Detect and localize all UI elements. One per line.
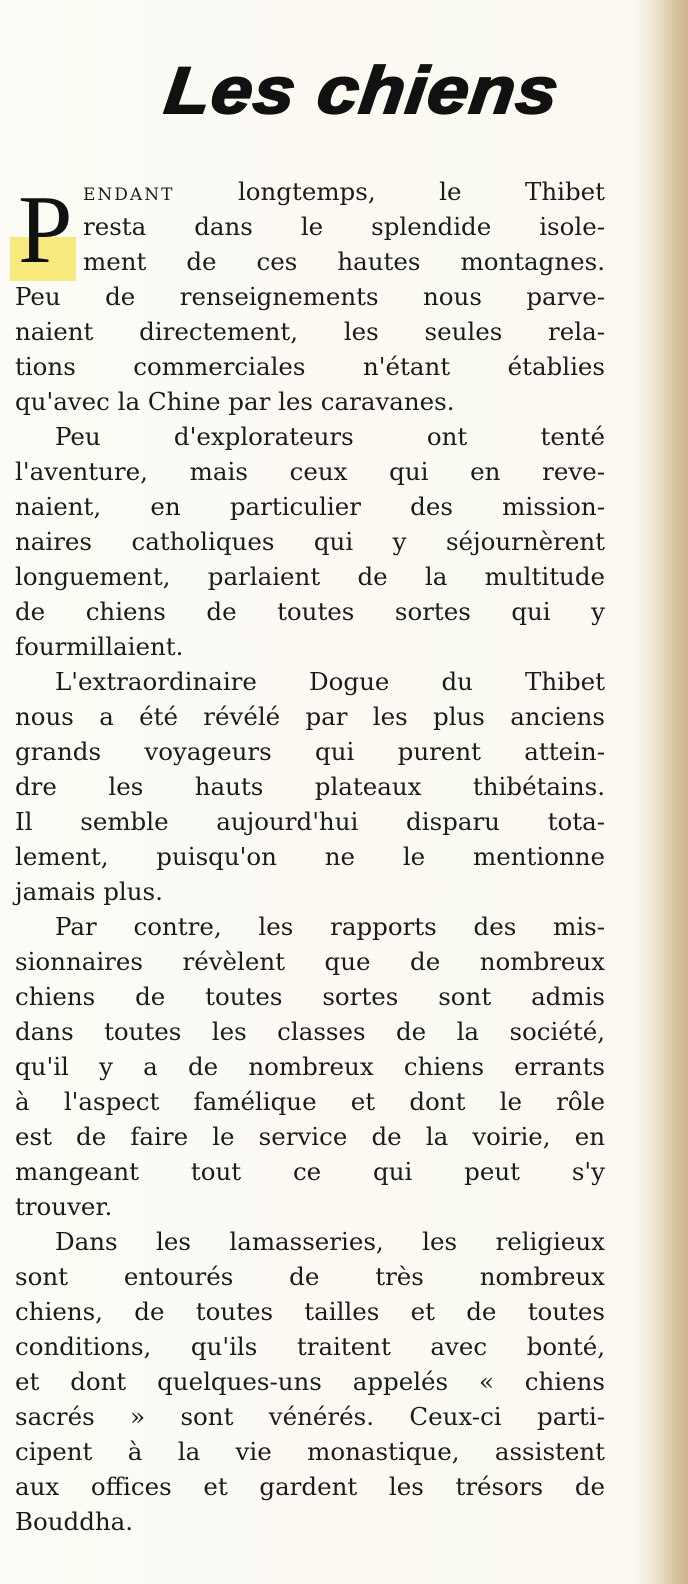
- article-title: Les chiens: [161, 53, 564, 127]
- text-line: Peu d'explorateurs ont tenté: [55, 422, 605, 451]
- text-line: grands voyageurs qui purent attein-: [15, 737, 605, 766]
- text-line: Il semble aujourd'hui disparu tota-: [15, 807, 605, 836]
- text-line: naient directement, les seules rela-: [15, 317, 605, 346]
- line-text: longtemps, le Thibet: [237, 177, 605, 206]
- text-line: dans toutes les classes de la société,: [15, 1017, 605, 1046]
- text-line: de chiens de toutes sortes qui y: [15, 597, 605, 626]
- text-line: nous a été révélé par les plus anciens: [15, 702, 605, 731]
- text-line: sacrés » sont vénérés. Ceux-ci parti-: [15, 1402, 605, 1431]
- text-line: naires catholiques qui y séjournèrent: [15, 527, 605, 556]
- text-line: trouver.: [15, 1192, 113, 1221]
- text-line: Bouddha.: [15, 1507, 134, 1536]
- text-line: à l'aspect famélique et dont le rôle: [15, 1087, 605, 1116]
- text-line: naient, en particulier des mission-: [15, 492, 605, 521]
- text-line: tions commerciales n'étant établies: [15, 352, 605, 381]
- text-line: chiens, de toutes tailles et de toutes: [15, 1297, 605, 1326]
- text-line: aux offices et gardent les trésors de: [15, 1472, 605, 1501]
- text-line: qu'il y a de nombreux chiens errants: [15, 1052, 605, 1081]
- drop-cap: P: [18, 176, 73, 284]
- text-line: Dans les lamasseries, les religieux: [55, 1227, 605, 1256]
- text-line: Peu de renseignements nous parve-: [15, 282, 605, 311]
- text-line: lement, puisqu'on ne le mentionne: [15, 842, 605, 871]
- text-line: fourmillaient.: [15, 632, 184, 661]
- text-line: l'aventure, mais ceux qui en reve-: [15, 457, 605, 486]
- text-line: Par contre, les rapports des mis-: [55, 912, 605, 941]
- text-line: sionnaires révèlent que de nombreux: [15, 947, 605, 976]
- text-line: qu'avec la Chine par les caravanes.: [15, 387, 455, 416]
- text-line: mangeant tout ce qui peut s'y: [15, 1157, 605, 1186]
- small-caps-lead: ENDANT: [83, 185, 175, 205]
- text-line: dre les hauts plateaux thibétains.: [15, 772, 605, 801]
- text-line: jamais plus.: [15, 877, 163, 906]
- text-line: L'extraordinaire Dogue du Thibet: [55, 667, 605, 696]
- text-line: sont entourés de très nombreux: [15, 1262, 605, 1291]
- text-line: [15, 174, 605, 209]
- text-line: resta dans le splendide isole-: [83, 212, 605, 241]
- text-line: chiens de toutes sortes sont admis: [15, 982, 605, 1011]
- text-line: et dont quelques-uns appelés « chiens: [15, 1367, 605, 1396]
- text-line: ment de ces hautes montagnes.: [83, 247, 605, 276]
- text-line: cipent à la vie monastique, assistent: [15, 1437, 605, 1466]
- article-body: [15, 174, 605, 1539]
- text-line: est de faire le service de la voirie, en: [15, 1122, 605, 1151]
- text-line: conditions, qu'ils traitent avec bonté,: [15, 1332, 605, 1361]
- text-line: longuement, parlaient de la multitude: [15, 562, 605, 591]
